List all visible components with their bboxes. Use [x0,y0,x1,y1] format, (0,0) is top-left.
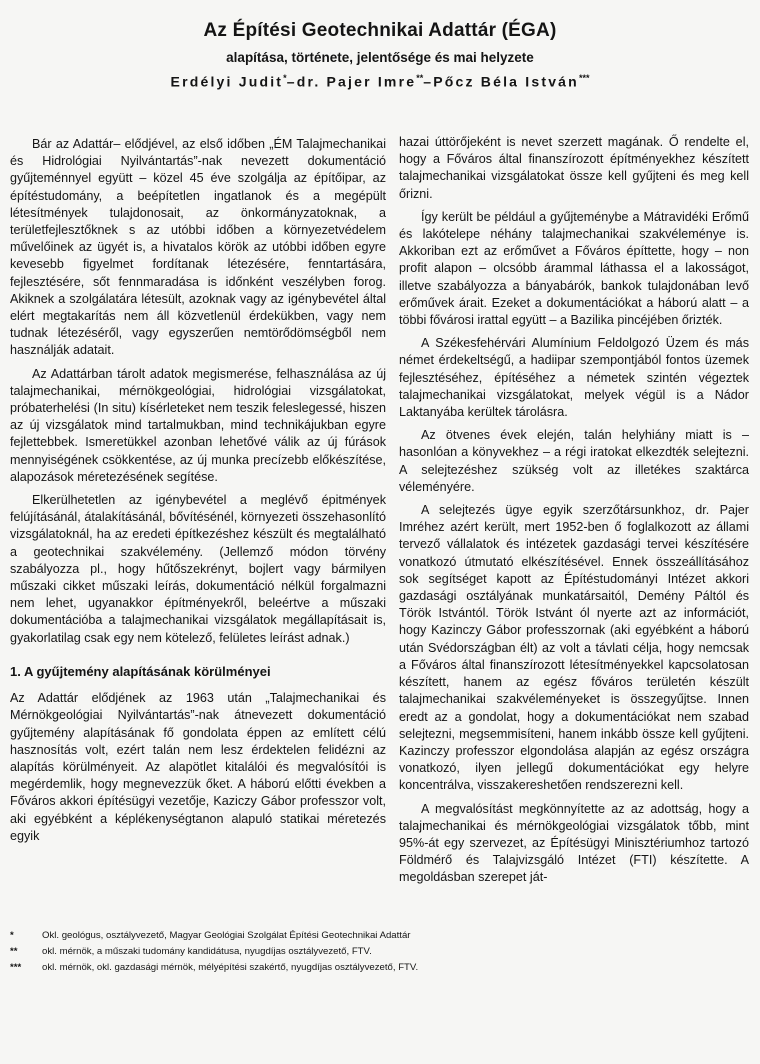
body-paragraph: Bár az Adattár– elődjével, az első időben „ÉM Talajmechanikai és Hidrológiai Nyilvántartás”-nak nevezett dokumentáció gyűjteménnyel együtt – közel 45 éve szolgálja az építőipar, az építéstudomány, a beépítetlen ingatlanok és a megépült létesítmények tulajdonosait, az önkormányzatoknak, a területfejlesztőknek s az utóbbi időben a környezetvédelem művelőinek az ügyét is, a hivatalos körök az utóbbi időben egyre kevesebb figyelmet fordítanak létezésére, fenntartására, fejlesztésére, sőt fennmaradása is időnként veszélyben forog. Akiknek a szolgálatára létesült, azoknak vagy az igénybevétel által elért megtakarítás nem áll közvetlenül érdekükben, vagy nem tudnak létezéséről, vagy egyszerűen nemtörődömségből nem használják adatait. [10,137,386,358]
body-paragraph: Az Adattár elődjének az 1963 után „Talajmechanikai és Mérnökgeológiai Nyilvántartás”-nak átnevezett dokumentáció gyűjtemény alapításának fő gondolata éppen az említett célú hasznosítás volt, ezért talán nem lesz érdektelen felidézni az alapítás körülményeit. Az alapötlet kitalálói és megvalósítói is megérdemlik, hogy megnevezzük őket. A háború előtti években a Főváros akkori építésügyi vezetője, Kaziczy Gábor professzor volt, aki egyébként a képlékenységtanon alapuló statikai méretezés egyik [10,691,386,843]
article-title: Az Építési Geotechnikai Adattár (ÉGA) [203,20,557,41]
footnote-mark: *** [10,962,22,973]
author-footnote-mark: ** [416,73,424,83]
author-separator: – [286,73,297,90]
body-paragraph: A Székesfehérvári Alumínium Feldolgozó Üzem és más német érdekeltségű, a hadiipar szempontjából fontos üzemek fejlesztéséhez, építéséhez a németek szintén végeztek talajmechanikai vizsgálatokat, melyek végül is a Nádor Laktanyába kerültek tárolásra. [399,336,749,420]
author-name: Erdélyi Judit [170,73,284,90]
footnote-text: okl. mérnök, a műszaki tudomány kandidátusa, nyugdíjas osztályvezető, FTV. [42,946,372,957]
section-heading: 1. A gyűjtemény alapításának körülményei [10,663,271,679]
body-paragraph: Így került be például a gyűjteménybe a Mátravidéki Erőmű és lakótelepe néhány talajmechanikai szakvéleménye is. Akkoriban ezt az erőművet a Főváros építtette, hogy – non profit alapon – olcsóbb árammal láthassa el a lakosságot, illetve szabályozza a bányabárók, bankok tulajdonában levő erőművek árait. Ezeket a dokumentációkat a háború alatt – a többi fővárosi irattal együtt – a Bazilika pincéjében őrizték. [399,209,749,328]
footnote-mark: * [10,930,14,941]
footnote-text: okl. mérnök, okl. gazdasági mérnök, mélyépítési szakértő, nyugdíjas osztályvezető, FTV. [42,962,419,973]
body-paragraph: hazai úttörőjeként is nevet szerzett magának. Ő rendelte el, hogy a Főváros által finanszírozott építményekhez készített talajmechanikai vizsgálatokat össze kell gyűjteni és meg kell őrizni. [399,135,749,201]
author-name: dr. Pajer Imre [296,73,417,90]
body-paragraph: Az Adattárban tárolt adatok megismerése, felhasználása az új talajmechanikai, mérnökgeológiai, hidrológiai vizsgálatokat, próbaterhelési (In situ) kísérleteket nem teszik feleslegessé, hiszen az új vizsgálatok mind tartalmukban, mind technikájukban egyre fejlettebbek. Ismeretükkel azonban lehetővé válik az új fúrások mennyiségének csökkentése, az új munka precízebb előkészítése, alapozások méretezésének segítése. [10,366,386,484]
right-column [399,134,749,887]
footnote [10,960,750,976]
body-paragraph: Az ötvenes évek elején, talán helyhiány miatt is – hasonlóan a könyvekhez – a régi iratokat elkezdték selejtezni. A selejtezéshez szükség volt az illetékes szaktárca véleményére. [399,428,749,494]
left-column [10,136,386,845]
footnote-text: Okl. geológus, osztályvezető, Magyar Geológiai Szolgálat Építési Geotechnikai Adattár [42,930,411,941]
footnote [10,928,750,944]
body-paragraph: A megvalósítást megkönnyítette az az adottság, hogy a talajmechanikai és mérnökgeológiai vizsgálatok tőbb, mint 95%-át egy szervezet, az Építésügyi Minisztériumhoz tartozó Földmérő és Talajvizsgáló Intézet (FTI) készítette. A megoldásban szerepet ját- [399,801,749,885]
author-separator: – [423,73,434,90]
footnote-mark: ** [10,946,18,957]
footnotes [10,928,750,976]
author-footnote-mark: * [283,73,287,83]
article-subtitle: alapítása, története, jelentősége és mai helyzete [226,50,534,65]
author-line [0,73,760,90]
body-paragraph: Elkerülhetetlen az igénybevétel a meglévő épitmények felújításánál, átalakításánál, bővítésénél, környezeti összehasonlító vizsgálatoknál, ha az eredeti építkezéshez készült és megtalálható a geotechnikai szakvélemény. (Jellemző módon törvény szabályozza pl., hogy hűtőszekrényt, bojlert vagy bármilyen műszaki cikket műszaki leírás, dokumentáció nélkül forgalmazni nem lehet, ugyanakkor építményekről, beleértve a műszaki dokumentációba a talajmechanikai vizsgálatok megállapításait is, gyakorlatilag csak egy nem kötelező, felületes leírást adnak.) [10,493,386,645]
author-footnote-mark: *** [578,73,590,83]
footnote [10,944,750,960]
author-name: Pőcz Béla István [433,73,579,90]
body-paragraph: A selejtezés ügye egyik szerzőtársunkhoz, dr. Pajer Imréhez azért került, mert 1952-ben ő foglalkozott az állami tervező vállalatok és intézetek gazdasági tervei készítésére vonatkozó útmutató elkészítésével. Ennek összeállításához sok segítséget kapott az Építéstudományi Intézet akkori gazdasági osztályának munkatársaitól, Demény Páltól és Török Istvántól. Török Istvánt ól nyerte azt az információt, hogy Kazinczy Gábor professzornak (aki egyébként a háború után Svédországban élt) az volt a távlati célja, hogy nemcsak a Főváros által finanszírozott létesítményekkel kapcsolatosan készített, hanem az egész főváros területén készült talajmechanikai szakvéleményeket is összegyűjtse. Innen eredt az a gondolat, hogy a dokumentációkat nem szabad selejtezni, megsemmisíteni, hanem inkább össze kell gyűjteni. Kazinczy professzor elgondolása alapján az egész országra vonatkozó, ilyen jellegű dokumentációkat egy helyre koncentrálva, visszakereshetően rendszerezni kell. [399,503,749,793]
